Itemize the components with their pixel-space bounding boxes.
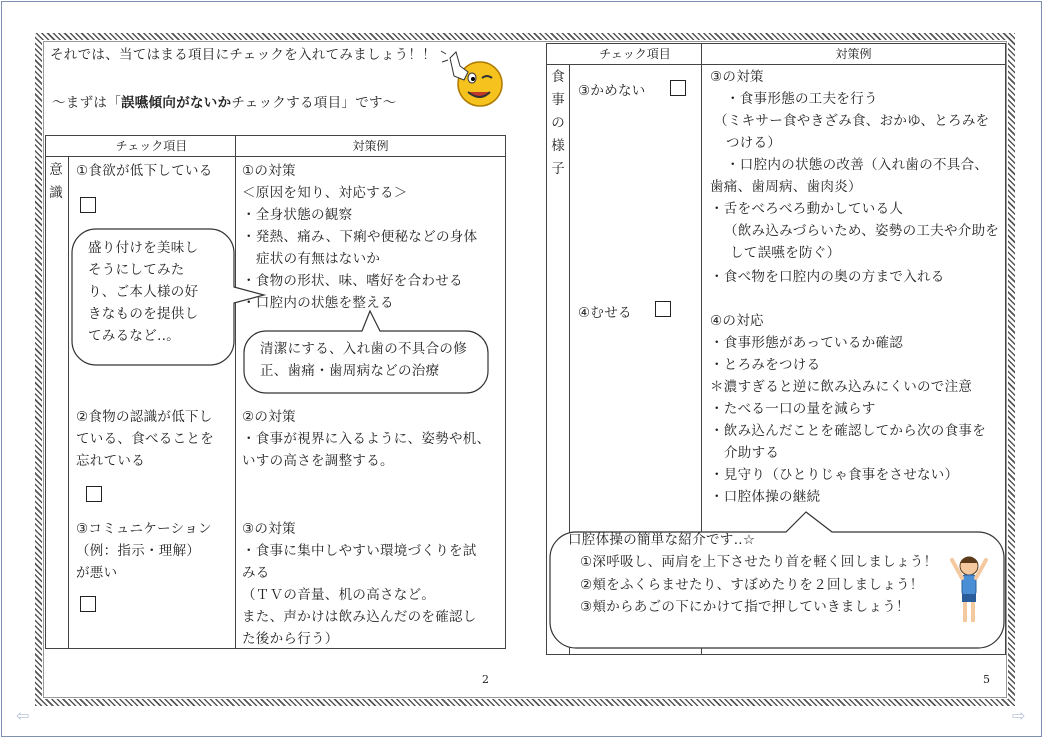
left-header-measure: 対策例 [236, 136, 506, 157]
left-category: 意識 [49, 162, 63, 201]
checkbox-recognition[interactable] [86, 486, 102, 502]
right-item-2-check: ④むせる [578, 305, 632, 321]
intro-text: それでは、当てはまる項目にチェックを入れてみましょう！！ [50, 47, 436, 63]
checkbox-appetite[interactable] [80, 197, 96, 213]
smiley-pointing-icon [438, 48, 506, 110]
exercise-figure-icon [944, 552, 994, 627]
left-header-check: チェック項目 [68, 136, 236, 157]
checkbox-cannot-chew[interactable] [670, 80, 686, 96]
prev-page-arrow-icon[interactable]: ⇦ [16, 706, 30, 725]
checkbox-communication[interactable] [80, 596, 96, 612]
next-page-arrow-icon[interactable]: ⇨ [1012, 706, 1026, 725]
page-number-left: 2 [482, 673, 489, 686]
page-number-right: 5 [983, 673, 990, 686]
right-header-check: チェック項目 [569, 44, 702, 65]
subtitle: ～まずは「誤嚥傾向がないかチェックする項目」です～ [52, 95, 397, 111]
right-category: 食事の様子 [551, 69, 565, 177]
right-header-measure: 対策例 [702, 44, 1006, 65]
left-item-1-check: ①食欲が低下している [76, 163, 213, 179]
checkbox-choking[interactable] [655, 301, 671, 317]
right-item-1-check: ③かめない [578, 83, 646, 99]
